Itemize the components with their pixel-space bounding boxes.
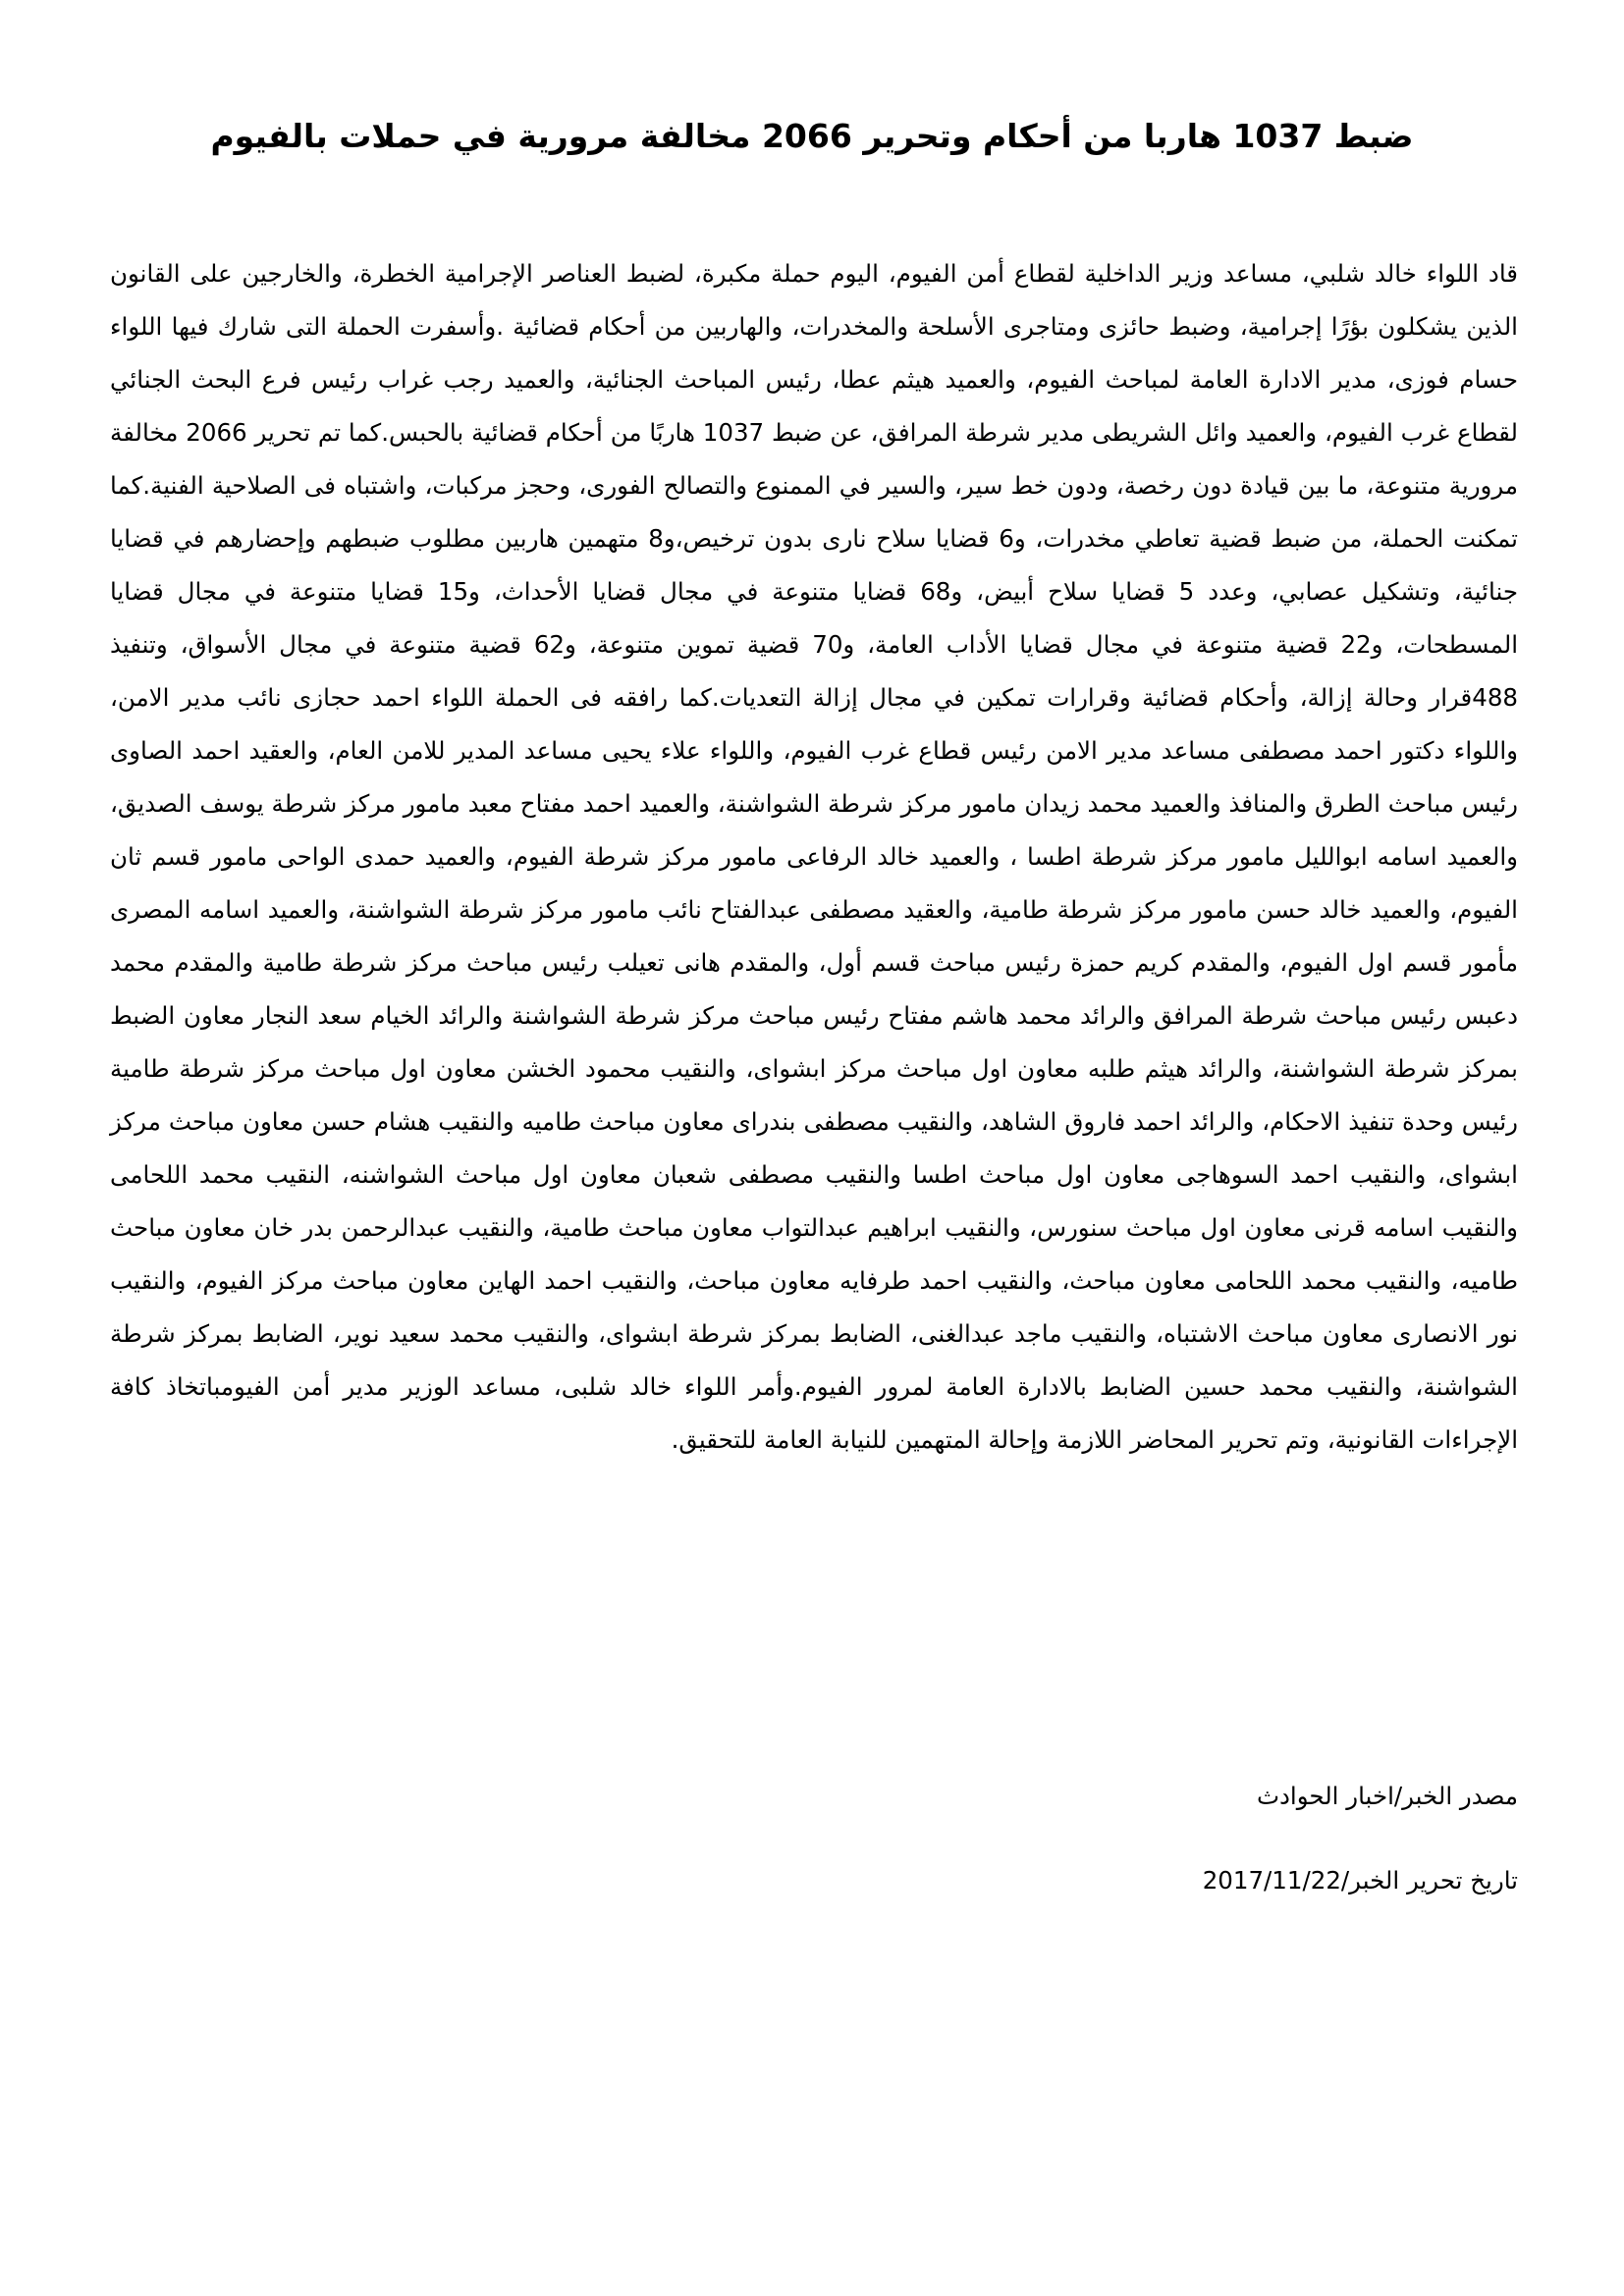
article-body: قاد اللواء خالد شلبي، مساعد وزير الداخلية لقطاع أمن الفيوم، اليوم حملة مكبرة، لضبط العناصر الإجرامية الخطرة، والخارجين على القانون الذين يشكلون بؤرًا إجرامية، وضبط حائزى ومتاجرى الأسلحة والمخدرات، والهاربين من أحكام قضائية .وأسفرت الحملة التى شارك فيها اللواء حسام فوزى، مدير الادارة العامة لمباحث الفيوم، والعميد هيثم عطا، رئيس المباحث الجنائية، والعميد رجب غراب رئيس فرع البحث الجنائي لقطاع غرب الفيوم، والعميد وائل الشريطى مدير شرطة المرافق، عن ضبط 1037 هاربًا من أحكام قضائية بالحبس.كما تم تحرير 2066 مخالفة مرورية متنوعة، ما بين قيادة دون رخصة، ودون خط سير، والسير في الممنوع والتصالح الفورى، وحجز مركبات، واشتباه فى الصلاحية الفنية.كما تمكنت الحملة، من ضبط قضية تعاطي مخدرات، و6 قضايا سلاح نارى بدون ترخيص،و8 متهمين هاربين مطلوب ضبطهم وإحضارهم في قضايا جنائية، وتشكيل عصابي، وعدد 5 قضايا سلاح أبيض، و68 قضايا متنوعة في مجال قضايا الأحداث، و15 قضايا متنوعة في مجال قضايا المسطحات، و22 قضية متنوعة في مجال قضايا الأداب العامة، و70 قضية تموين متنوعة، و62 قضية متنوعة في مجال الأسواق، وتنفيذ 488قرار وحالة إزالة، وأحكام قضائية وقرارات تمكين في مجال إزالة التعديات.كما رافقه فى الحملة اللواء احمد حجازى نائب مدير الامن، واللواء دكتور احمد مصطفى مساعد مدير الامن رئيس قطاع غرب الفيوم، واللواء علاء يحيى مساعد المدير للامن العام، والعقيد احمد الصاوى رئيس مباحث الطرق والمنافذ والعميد محمد زيدان مامور مركز شرطة الشواشنة، والعميد احمد مفتاح معبد مامور مركز شرطة يوسف الصديق، والعميد اسامه ابوالليل مامور مركز شرطة اطسا ، والعميد خالد الرفاعى مامور مركز شرطة الفيوم، والعميد حمدى الواحى مامور قسم ثان الفيوم، والعميد خالد حسن مامور مركز شرطة طامية، والعقيد مصطفى عبدالفتاح نائب مامور مركز شرطة الشواشنة، والعميد اسامه المصرى مأمور قسم اول الفيوم، والمقدم كريم حمزة رئيس مباحث قسم أول، والمقدم هانى تعيلب رئيس مباحث مركز شرطة طامية والمقدم محمد دعبس رئيس مباحث شرطة المرافق والرائد محمد هاشم مفتاح رئيس مباحث مركز شرطة الشواشنة والرائد الخيام سعد النجار معاون الضبط بمركز شرطة الشواشنة، والرائد هيثم طلبه معاون اول مباحث مركز ابشواى، والنقيب محمود الخشن معاون اول مباحث مركز شرطة طامية رئيس وحدة تنفيذ الاحكام، والرائد احمد فاروق الشاهد، والنقيب مصطفى بندراى معاون مباحث طاميه والنقيب هشام حسن معاون مباحث مركز ابشواى، والنقيب احمد السوهاجى معاون اول مباحث اطسا والنقيب مصطفى شعبان معاون اول مباحث الشواشنه، النقيب محمد اللحامى والنقيب اسامه قرنى معاون اول مباحث سنورس، والنقيب ابراهيم عبدالتواب معاون مباحث طامية، والنقيب عبدالرحمن بدر خان معاون مباحث طاميه، والنقيب محمد اللحامى معاون مباحث، والنقيب احمد طرفايه معاون مباحث، والنقيب احمد الهاين معاون مباحث مركز الفيوم، والنقيب نور الانصارى معاون مباحث الاشتباه، والنقيب ماجد عبدالغنى، الضابط بمركز شرطة ابشواى، والنقيب محمد سعيد نوير، الضابط بمركز شرطة الشواشنة، والنقيب محمد حسين الضابط بالادارة العامة لمرور الفيوم.وأمر اللواء خالد شلبى، مساعد الوزير مدير أمن الفيومباتخاذ كافة الإجراءات القانونية، وتم تحرير المحاضر اللازمة وإحالة المتهمين للنيابة العامة للتحقيق. <box>110 259 1519 1454</box>
article-date: تاريخ تحرير الخبر/2017/11/22 <box>1202 1866 1518 1895</box>
article-source: مصدر الخبر/اخبار الحوادث <box>1256 1782 1518 1810</box>
article-title: ضبط 1037 هاربا من أحكام وتحرير 2066 مخالفة مرورية في حملات بالفيوم <box>210 117 1414 155</box>
